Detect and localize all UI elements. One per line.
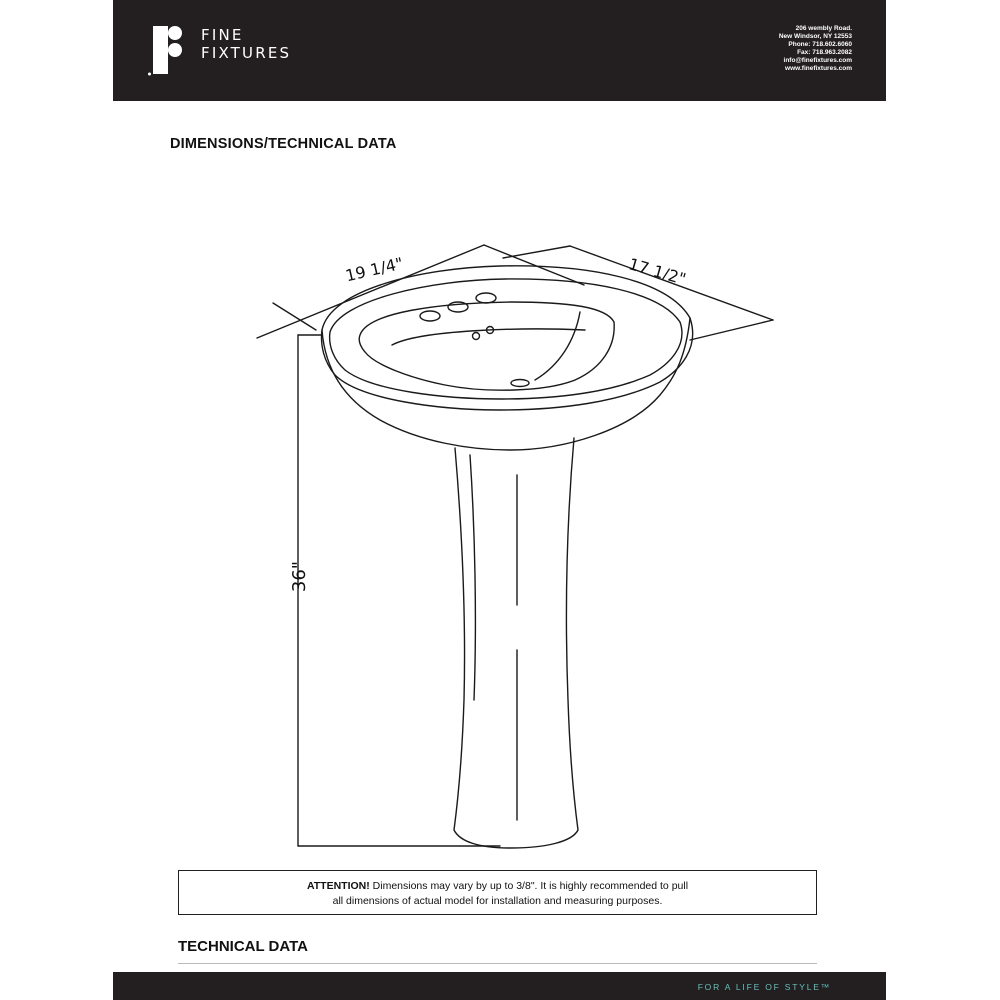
width-dimension-line xyxy=(257,245,584,338)
attention-text-2: all dimensions of actual model for installation and measuring purposes. xyxy=(332,895,663,907)
brand-line-1: FINE xyxy=(201,26,244,44)
contact-website[interactable]: www.finefixtures.com xyxy=(785,65,852,73)
height-dimension-label: 36" xyxy=(289,560,311,593)
faucet-hole-right xyxy=(476,293,496,303)
contact-address-2: New Windsor, NY 12553 xyxy=(778,33,852,41)
attention-line-1 xyxy=(179,879,816,894)
height-dimension-line xyxy=(298,335,500,846)
pedestal-sink-illustration xyxy=(113,0,886,870)
page-title: DIMENSIONS/TECHNICAL DATA xyxy=(170,136,397,152)
brand-line-2: FIXTURES xyxy=(201,44,292,62)
footer-band xyxy=(113,972,886,1000)
technical-data-title: TECHNICAL DATA xyxy=(178,938,308,955)
faucet-hole-center xyxy=(448,302,468,312)
basin-rim xyxy=(322,266,693,410)
attention-notice xyxy=(178,870,817,915)
contact-fax: Fax: 718.963.2082 xyxy=(797,49,852,57)
divider xyxy=(178,963,817,964)
depth-dimension-label: 17 1/2" xyxy=(626,254,689,289)
contact-address-1: 206 wembly Road. xyxy=(795,25,852,32)
attention-label: ATTENTION! xyxy=(306,880,370,892)
spec-sheet xyxy=(113,0,886,1000)
contact-phone: Phone: 718.602.6060 xyxy=(788,41,852,49)
drain-icon xyxy=(511,380,529,387)
faucet-hole-left xyxy=(420,311,440,321)
basin-rim-inner xyxy=(330,279,682,399)
attention-text-1: Dimensions may vary by up to 3/8". It is highly recommended to pull xyxy=(369,880,689,892)
footer-tagline: FOR A LIFE OF STYLE™ xyxy=(697,982,831,992)
basin-bowl xyxy=(359,302,614,390)
width-dimension-label: 19 1/4" xyxy=(343,253,405,286)
sink-dimension-drawing xyxy=(113,0,886,870)
basin-body xyxy=(322,318,690,450)
contact-email[interactable]: info@finefixtures.com xyxy=(783,57,852,65)
overflow-hole xyxy=(473,333,480,340)
